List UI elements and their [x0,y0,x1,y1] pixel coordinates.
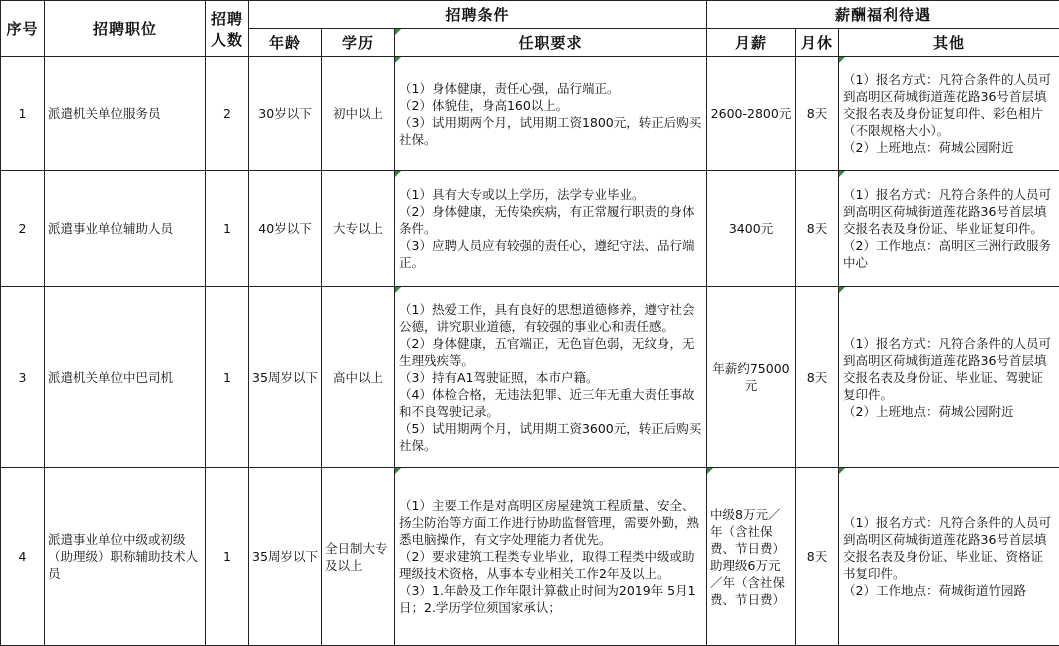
cell-other [839,468,1059,646]
header-seq: 序号 [1,1,45,57]
cell-position: 派遣事业单位中级或初级（助理级）职称辅助技术人员 [45,468,206,646]
cell-seq: 2 [1,171,45,287]
other-line: （1）报名方式：凡符合条件的人员可到高明区荷城街道莲花路36号首层填交报名表及身份证、毕业证、驾驶证复印件。 [843,335,1055,403]
header-age: 年龄 [249,29,322,57]
cell-rest: 8天 [796,171,839,287]
cell-other [839,287,1059,468]
other-line: （1）报名方式：凡符合条件的人员可到高明区荷城街道莲花路36号首层填交报名表及身份证复印件、彩色相片（不限规格大小）。 [843,71,1055,139]
cell-education: 高中以上 [322,287,395,468]
cell-requirements [395,57,707,171]
other-line: （2）上班地点：荷城公园附近 [843,403,1055,420]
cell-seq: 3 [1,287,45,468]
requirement-line: （3）应聘人员应有较强的责任心，遵纪守法、品行端正。 [399,237,702,271]
header-rest: 月休 [796,29,839,57]
cell-education: 大专以上 [322,171,395,287]
cell-age: 40岁以下 [249,171,322,287]
header-other: 其他 [839,29,1059,57]
requirement-line: （3）试用期两个月，试用期工资1800元，转正后购买社保。 [399,114,702,148]
header-conditions: 招聘条件 [249,1,707,29]
cell-salary: 3400元 [707,171,796,287]
requirement-line: （2）要求建筑工程类专业毕业，取得工程类中级或助理级技术资格，从事本专业相关工作2年及以上。 [399,548,702,582]
header-count [206,1,249,57]
cell-rest: 8天 [796,468,839,646]
requirement-line: （1）具有大专或以上学历，法学专业毕业。 [399,186,702,203]
cell-requirements [395,171,707,287]
cell-requirements [395,287,707,468]
cell-education: 全日制大专及以上 [322,468,395,646]
cell-age: 35周岁以下 [249,287,322,468]
table-row [1,171,1059,287]
requirement-line: （4）体检合格，无违法犯罪、近三年无重大责任事故和不良驾驶记录。 [399,386,702,420]
cell-count: 2 [206,57,249,171]
header-position: 招聘职位 [45,1,206,57]
cell-count: 1 [206,468,249,646]
header-education: 学历 [322,29,395,57]
cell-seq: 4 [1,468,45,646]
cell-count: 1 [206,287,249,468]
other-line: （1）报名方式：凡符合条件的人员可到高明区荷城街道莲花路36号首层填交报名表及身份证、毕业证复印件。 [843,186,1055,237]
cell-education: 初中以上 [322,57,395,171]
other-line: （1）报名方式：凡符合条件的人员可到高明区荷城街道莲花路36号首层填交报名表及身份证、毕业证、资格证书复印件。 [843,514,1055,582]
requirement-line: （2）身体健康，无传染疾病，有正常履行职责的身体条件。 [399,203,702,237]
header-count-line1: 招聘 [206,8,248,29]
requirement-line: （5）试用期两个月，试用期工资3600元，转正后购买社保。 [399,420,702,454]
other-line: （2）工作地点：荷城街道竹园路 [843,582,1055,599]
cell-other [839,171,1059,287]
header-requirements: 任职要求 [395,29,707,57]
cell-rest: 8天 [796,57,839,171]
header-salary: 月薪 [707,29,796,57]
header-count-line2: 人数 [206,29,248,50]
table-row [1,287,1059,468]
header-benefits: 薪酬福利待遇 [707,1,1059,29]
cell-position: 派遣机关单位服务员 [45,57,206,171]
cell-other [839,57,1059,171]
cell-seq: 1 [1,57,45,171]
requirement-line: （2）身体健康，五官端正，无色盲色弱，无纹身，无生理残疾等。 [399,335,702,369]
cell-position: 派遣事业单位辅助人员 [45,171,206,287]
other-line: （2）工作地点：高明区三洲行政服务中心 [843,237,1055,271]
cell-salary: 年薪约75000元 [707,287,796,468]
requirement-line: （3）1.年龄及工作年限计算截止时间为2019年 5月1日；2.学历学位须国家承认； [399,582,702,616]
header-row-1 [1,1,1059,29]
requirement-line: （3）持有A1驾驶证照，本市户籍。 [399,369,702,386]
cell-rest: 8天 [796,287,839,468]
table-row [1,57,1059,171]
cell-count: 1 [206,171,249,287]
cell-salary: 中级8万元／年（含社保费、节日费）助理级6万元／年（含社保费、节日费） [707,468,796,646]
cell-requirements [395,468,707,646]
requirement-line: （1）主要工作是对高明区房屋建筑工程质量、安全、扬尘防治等方面工作进行协助监督管理，需要外勤，熟悉电脑操作，有文字处理能力者优先。 [399,497,702,548]
cell-age: 35周岁以下 [249,468,322,646]
requirement-line: （1）热爱工作，具有良好的思想道德修养，遵守社会公德，讲究职业道德，有较强的事业心和责任感。 [399,301,702,335]
requirement-line: （2）体貌佳，身高160以上。 [399,97,702,114]
cell-salary: 2600-2800元 [707,57,796,171]
cell-age: 30岁以下 [249,57,322,171]
cell-position: 派遣机关单位中巴司机 [45,287,206,468]
other-line: （2）上班地点：荷城公园附近 [843,139,1055,156]
requirement-line: （1）身体健康，责任心强，品行端正。 [399,80,702,97]
table-row [1,468,1059,646]
